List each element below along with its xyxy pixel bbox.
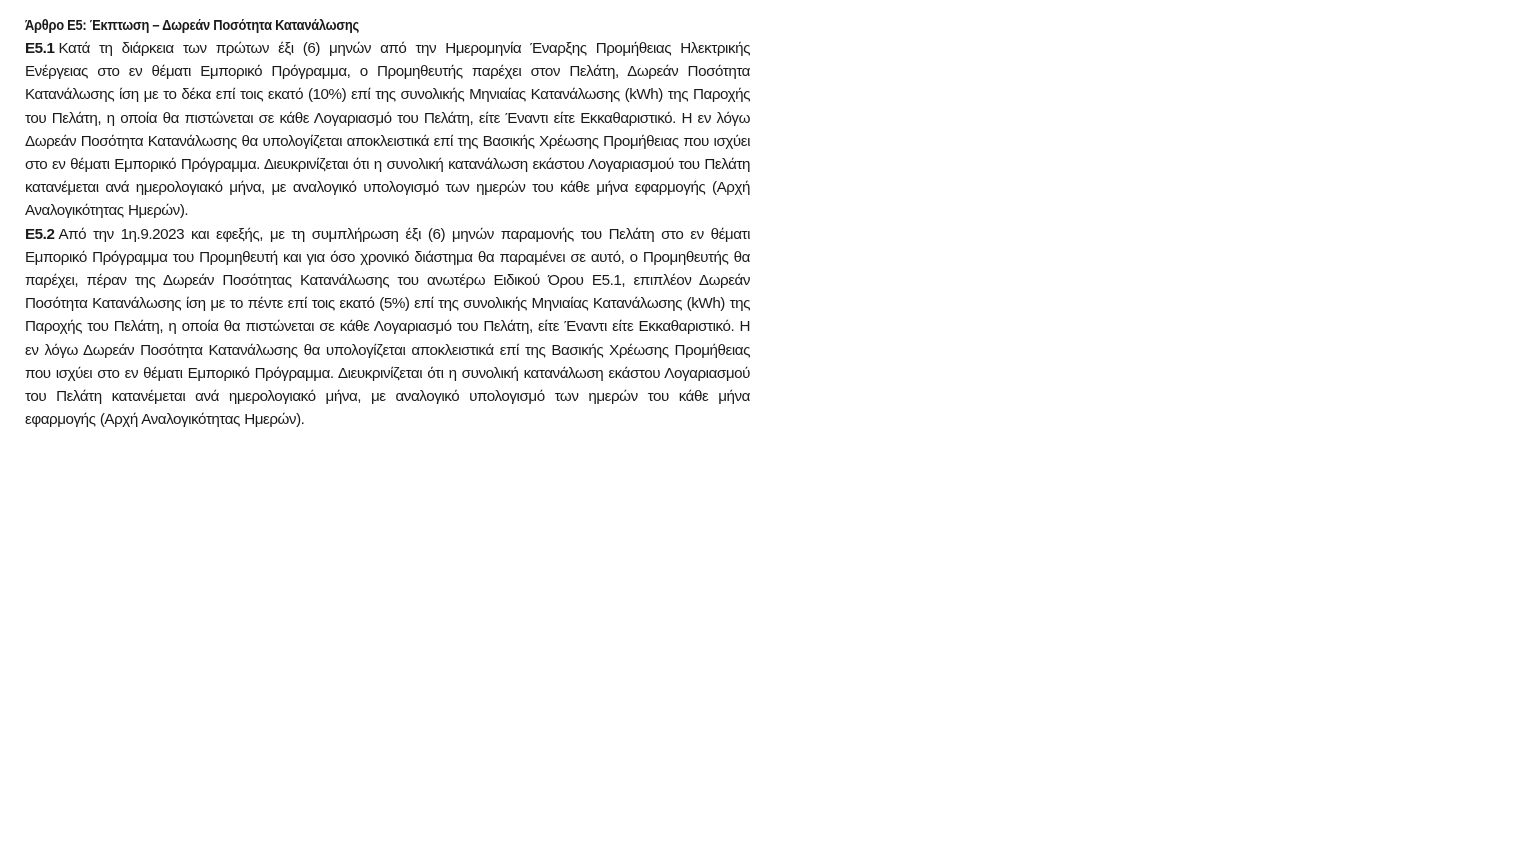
clause-number: Ε5.1 bbox=[25, 40, 55, 57]
clause-e5-2 bbox=[25, 223, 750, 432]
clause-text: Κατά τη διάρκεια των πρώτων έξι (6) μηνών από την Ημερομηνία Έναρξης Προμήθειας Ηλεκτρικής Ενέργειας στο εν θέματι Εμπορικό Πρόγραμμα, ο Προμηθευτής παρέχει στον Πελάτη, Δωρεάν Ποσότητα Κατανάλωσης ίση με το δέκα επί τοις εκατό (10%) επί της συνολικής Μηνιαίας Κατανάλωσης (kWh) της Παροχής του Πελάτη, η οποία θα πιστώνεται σε κάθε Λογαριασμό του Πελάτη, είτε Έναντι είτε Εκκαθαριστικό. Η εν λόγω Δωρεάν Ποσότητα Κατανάλωσης θα υπολογίζεται αποκλειστικά επί της Βασικής Χρέωσης Προμήθειας που ισχύει στο εν θέματι Εμπορικό Πρόγραμμα. Διευκρινίζεται ότι η συνολική κατανάλωση εκάστου Λογαριασμού του Πελάτη κατανέμεται ανά ημερολογιακό μήνα, με αναλογικό υπολογισμό των ημερών του κάθε μήνα εφαρμογής (Αρχή Αναλογικότητας Ημερών). bbox=[25, 40, 750, 220]
article-title: Άρθρο Ε5: Έκπτωση – Δωρεάν Ποσότητα Κατανάλωσης bbox=[25, 17, 359, 34]
clause-number: Ε5.2 bbox=[25, 225, 55, 243]
document-body bbox=[25, 14, 750, 431]
clause-text: Από την 1η.9.2023 και εφεξής, με τη συμπλήρωση έξι (6) μηνών παραμονής του Πελάτη στο εν θέματι Εμπορικό Πρόγραμμα του Προμηθευτή και για όσο χρονικό διάστημα θα παραμένει σε αυτό, ο Προμηθευτής θα παρέχει, πέραν της Δωρεάν Ποσότητας Κατανάλωσης του ανωτέρω Ειδικού Όρου Ε5.1, επιπλέον Δωρεάν Ποσότητα Κατανάλωσης ίση με το πέντε επί τοις εκατό (5%) επί της συνολικής Μηνιαίας Κατανάλωσης (kWh) της Παροχής του Πελάτη, η οποία θα πιστώνεται σε κάθε Λογαριασμό του Πελάτη, είτε Έναντι είτε Εκκαθαριστικό. Η εν λόγω Δωρεάν Ποσότητα Κατανάλωσης θα υπολογίζεται αποκλειστικά επί της Βασικής Χρέωσης Προμήθειας που ισχύει στο εν θέματι Εμπορικό Πρόγραμμα. Διευκρινίζεται ότι η συνολική κατανάλωση εκάστου Λογαριασμού του Πελάτη κατανέμεται ανά ημερολογιακό μήνα, με αναλογικό υπολογισμό των ημερών του κάθε μήνα εφαρμογής (Αρχή Αναλογικότητας Ημερών). bbox=[25, 225, 750, 429]
clause-e5-1 bbox=[25, 37, 750, 223]
